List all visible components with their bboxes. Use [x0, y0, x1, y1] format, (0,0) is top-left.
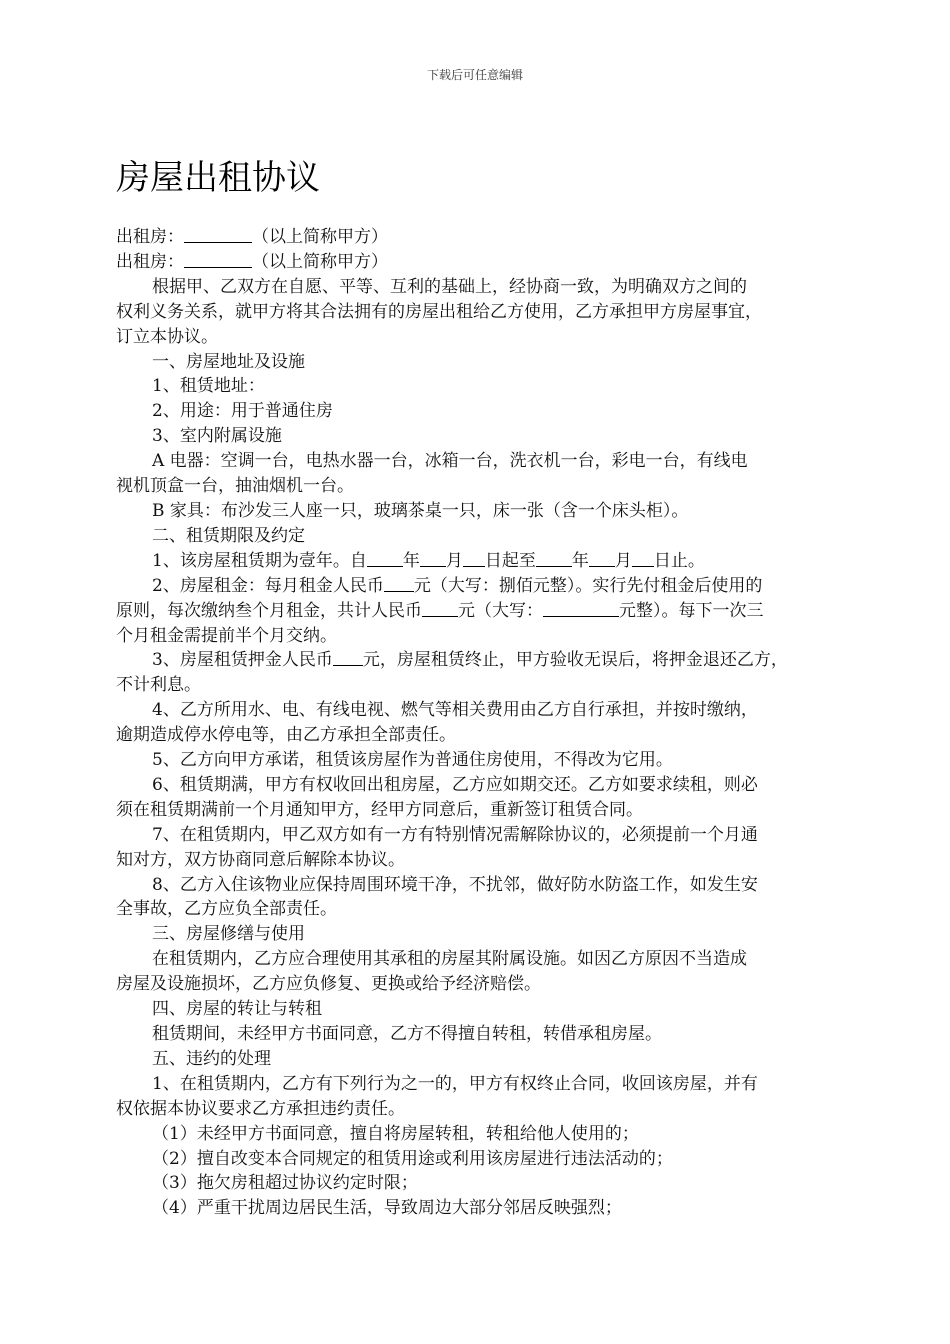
document-body [116, 225, 838, 1221]
list-item: （3）拖欠房租超过协议约定时限； [152, 1173, 418, 1194]
lessee-blank [184, 250, 252, 268]
month-blank [420, 549, 446, 567]
intro-line: 权利义务关系，就甲方将其合法拥有的房屋出租给乙方使用，乙方承担甲方房屋事宜， [116, 301, 762, 322]
amount-words-blank [543, 599, 619, 617]
day-blank [632, 549, 654, 567]
clause-line: 权依据本协议要求乙方承担违约责任。 [116, 1098, 405, 1119]
clause-line [116, 599, 838, 624]
clause-text: 元，房屋租赁终止，甲方验收无误后，将押金退还乙方， [362, 650, 788, 671]
lessee-suffix: （以上简称甲方） [252, 251, 388, 272]
clause-line: A 电器：空调一台，电热水器一台，冰箱一台，洗衣机一台，彩电一台，有线电 [152, 451, 748, 472]
section-heading: 三、房屋修缮与使用 [152, 924, 305, 945]
clause-line: 逾期造成停水停电等，由乙方承担全部责任。 [116, 725, 456, 746]
clause-line [116, 549, 838, 574]
document-title: 房屋出租协议 [116, 158, 320, 198]
section-heading: 五、违约的处理 [152, 1048, 271, 1069]
clause-text: 日止。 [653, 550, 705, 571]
clause-line: 在租赁期内，乙方应合理使用其承租的房屋其附属设施。如因乙方原因不当造成 [152, 949, 747, 970]
clause-line: 视机顶盒一台，抽油烟机一台。 [116, 476, 354, 497]
section-heading: 二、租赁期限及约定 [152, 525, 305, 546]
clause-line: 6、租赁期满，甲方有权收回出租房屋，乙方应如期交还。乙方如要求续租，则必 [152, 774, 758, 795]
section-heading: 四、房屋的转让与转租 [152, 999, 322, 1020]
clause-line: 4、乙方所用水、电、有线电视、燃气等相关费用由乙方自行承担，并按时缴纳， [152, 700, 758, 721]
clause-line: 个月租金需提前半个月交纳。 [116, 625, 337, 646]
clause-line: 2、用途：用于普通住房 [152, 401, 333, 422]
clause-text: 元（大写：捌佰元整）。实行先付租金后使用的 [413, 575, 763, 596]
clause-line: 须在租赁期满前一个月通知甲方，经甲方同意后，重新签订租赁合同。 [116, 799, 643, 820]
month-blank [589, 549, 615, 567]
clause-line: 5、乙方向甲方承诺，租赁该房屋作为普通住房使用，不得改为它用。 [152, 750, 673, 771]
lessee-line [116, 250, 838, 275]
year-blank [536, 549, 572, 567]
year-blank [367, 549, 403, 567]
clause-line: 不计利息。 [116, 675, 201, 696]
clause-line: 知对方，双方协商同意后解除本协议。 [116, 849, 405, 870]
lessor-line [116, 225, 838, 250]
section-heading: 一、房屋地址及设施 [152, 351, 305, 372]
list-item: （2）擅自改变本合同规定的租赁用途或利用该房屋进行违法活动的； [152, 1148, 673, 1169]
deposit-blank [333, 648, 363, 666]
clause-line: 3、室内附属设施 [152, 426, 282, 447]
clause-text: 年 [402, 550, 420, 571]
lessor-blank [184, 225, 252, 243]
list-item: （1）未经甲方书面同意，擅自将房屋转租，转租给他人使用的； [152, 1123, 639, 1144]
clause-text: 元（大写： [458, 600, 543, 621]
clause-text: 原则，每次缴纳叁个月租金，共计人民币 [116, 600, 422, 621]
lessee-label: 出租房： [116, 251, 184, 272]
clause-text: 年 [571, 550, 589, 571]
clause-line: 房屋及设施损坏，乙方应负修复、更换或给予经济赔偿。 [116, 974, 541, 995]
intro-line: 订立本协议。 [116, 326, 218, 347]
clause-text: 月 [445, 550, 463, 571]
clause-text: 元整）。每下一次三 [619, 600, 764, 621]
amount-blank [384, 574, 414, 592]
header-note: 下载后可任意编辑 [426, 68, 523, 82]
clause-text: 1、该房屋租赁期为壹年。自 [152, 550, 367, 571]
clause-line: B 家具：布沙发三人座一只，玻璃茶桌一只，床一张（含一个床头柜）。 [152, 500, 689, 521]
intro-line: 根据甲、乙双方在自愿、平等、互利的基础上，经协商一致，为明确双方之间的 [152, 276, 747, 297]
clause-line: 全事故，乙方应负全部责任。 [116, 899, 337, 920]
amount-blank [422, 599, 458, 617]
lessor-label: 出租房： [116, 227, 184, 247]
clause-line: 7、在租赁期内，甲乙双方如有一方有特别情况需解除协议的，必须提前一个月通 [152, 824, 758, 845]
clause-line: 1、租赁地址： [152, 376, 265, 397]
clause-line: 8、乙方入住该物业应保持周围环境干净，不扰邻，做好防水防盗工作，如发生安 [152, 874, 758, 895]
lessor-suffix: （以上简称甲方） [252, 227, 388, 247]
clause-line: 租赁期间，未经甲方书面同意，乙方不得擅自转租，转借承租房屋。 [152, 1024, 662, 1044]
clause-text: 日起至 [484, 550, 536, 571]
list-item: （4）严重干扰周边居民生活，导致周边大部分邻居反映强烈； [152, 1198, 622, 1219]
clause-line: 1、在租赁期内，乙方有下列行为之一的，甲方有权终止合同，收回该房屋，并有 [152, 1073, 758, 1094]
clause-line [116, 648, 838, 673]
clause-text: 2、房屋租金：每月租金人民币 [152, 575, 384, 596]
day-blank [463, 549, 485, 567]
clause-text: 3、房屋租赁押金人民币 [152, 650, 333, 671]
clause-text: 月 [614, 550, 632, 571]
clause-line [116, 574, 838, 599]
